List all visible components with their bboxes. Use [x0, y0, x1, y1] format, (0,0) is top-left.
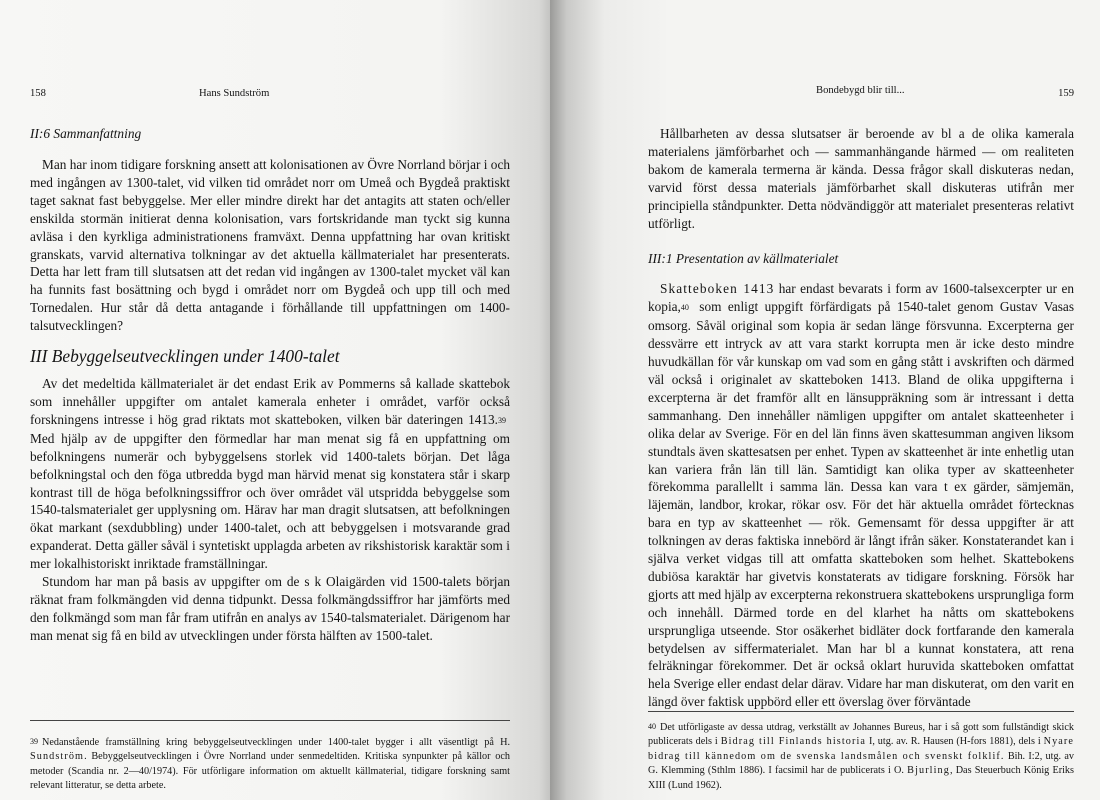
footnotes-left [30, 720, 510, 800]
section-heading-presentation: III:1 Presentation av källmaterialet [648, 251, 839, 267]
section-heading-summary: II:6 Sammanfattning [30, 126, 142, 141]
footnote-40 [648, 720, 1074, 793]
footnote-39-text-b: . Bebyggelseutvecklingen i Övre Norrland under senmedeltiden. Kritiska synpunkter på källor och metoder (Scandia nr. 2—40/1974). För utförligare information om aktuellt källmaterial, tidigare forskning samt relevant litteratur, se detta arbete. [30, 751, 510, 792]
paragraph-skattebok-text-b: Med hjälp av de uppgifter den förmedlar har man menat sig få en uppfattning om befolkningens numerär och bybyggelsens storlek vid 1400-talets början. Det låga befolkningstal och den föga utbredda bygd man härvid menat sig konstatera står i skarp kontrast till de höga befolkningssiffror och över området väl utspridda bebyggelse som 1540-talsmaterialet ger upplysning om. Härav har man dragit slutsatsen, att befolkningen ökat markant (sexdubbling) under 1400-talet, och att bebyggelsen i motsvarande grad expanderat. Detta gäller såväl i syntetiskt upplagda arbeten av rikshistorisk karaktär som i mer lokalhistoriskt inriktade framställningar. [30, 430, 510, 572]
footnote-39-text-a: Nedanstående framställning kring bebyggelseutvecklingen under 1400-talet bygger i allt väsentligt på H. [42, 737, 510, 748]
footnote-ref-39: 39 [498, 415, 506, 425]
paragraph-skatteboken-1413 [648, 280, 1074, 711]
footnote-40-number: 40 [648, 722, 656, 731]
page-number-right: 159 [1058, 88, 1074, 99]
footnote-40-text-a: Det utförligaste av dessa utdrag, verkställt av Johannes Bureus, har i så gott som fullständigt skick publicerats dels i [648, 722, 1074, 748]
summary-paragraph: Man har inom tidigare forskning ansett att kolonisationen av Övre Norrland börjar i och med ingången av 1300-talet, vid vilken tid området norr om Umeå och Bygdeå praktiskt taget saknat fast bebyggelse. Mer eller mindre direkt har det antagits att staten och/eller enskilda stormän initierat denna kolonisation, vars fortskridande man tyckt sig kunna avläsa i den kyrkliga administrationens framväxt. Denna uppfattning har ovan kritiskt granskats, varvid alternativa tolkningar av det aktuella källmaterialet har presenterats. Detta har lett fram till slutsatsen att det redan vid ingången av 1300-talet mycket väl kan ha funnits fast bosättning och bygd i området norr om Bygdeå och upp till och med Tornedalen. Hur står då detta antagande i förhållande till uppfattningen om 1400-talsutvecklingen? [30, 157, 510, 334]
page-number-left: 158 [30, 88, 46, 99]
footnote-40-text-c: Bih. I:2, utg. av G. Klemming (Sthlm 1886). I facsimil har de publicerats i O. [648, 750, 1075, 777]
paragraph-text-b: som enligt uppgift förfärdigats på 1540-talet genom Gustav Vasas omsorg. Såväl original som kopia är sedan länge försvunna. Excerpterna ger dessvärre ett intryck av att vara starkt korrupta men är icke desto mindre huvudkällan för vår kunskap om vad som en gång stått i avskriften och därmed väl också i originalet av skatteboken 1413. Bland de olika uppgifterna i excerpterna är det framför allt en länsuppräkning som är intressant i detta sammanhang. Den innehåller nämligen uppgifter om antalet skatteenheter i olika delar av Sverige. För en del län finns även skattesumman angiven liksom stundtals även skattesatsen per enhet. Typen av skatteenhet är inte enhetlig utan kan variera från län till län. Samtidigt kan olika typer av skatteenheter förekomma parallellt i samma län. Dessa kan vara t ex gärder, sämjemän, läjemän, landbor, krokar, rökar osv. För det här aktuella området förtecknas bara en typ av skatteenhet — rök. Gemensamt för dessa uppgifter är att tolkningen av deras faktiska innebörd är långt ifrån säker. Konstaterandet kan i själva verket vidgas till att omfatta skatteboken som helhet. Skattebokens dubiösa karaktär har givetvis konstaterats av tidigare forskning. Försök har gjorts att med hjälp av excerpterna rekonstruera skattebokens ursprungliga form och innehåll. Därmed torde en del klarhet ha nåtts om skattebokens ursprungliga utseende. Stor osäkerhet bidläter dock fortfarande den kamerala betydelsen av siffermaterialet. Man har bl a kunnat konstatera, att rena felräkningar förekommer. Det är också oklart huruvida skatteboken omfattat hela Sverige eller endast delar därav. Vidare har man diskuterat, om den varit en längd över faktisk uppbörd eller ett överslag över förväntade [648, 299, 1075, 710]
footnote-40-title-1: Bidrag till Finlands historia [720, 736, 867, 748]
paragraph-skattebok [30, 375, 510, 573]
running-head-title: Bondebygd blir till... [816, 85, 905, 96]
footnote-39-number: 39 [30, 737, 38, 746]
footnote-40-text-d: , Das Steuerbuch König Eriks XIII (Lund 1962). [648, 765, 1074, 791]
footnotes-right [648, 711, 1074, 800]
right-page [550, 0, 1100, 800]
paragraph-lead-term: Skatteboken 1413 [660, 281, 775, 297]
paragraph-olaigarden: Stundom har man på basis av uppgifter om de s k Olaigärden vid 1500-talets början räknat fram folkmängden vid denna tidpunkt. Dessa folkmängdssiffror har jämförts med den folkmängd som man får fram utifrån en analys av 1540-talsmaterialet. Därigenom har man menat sig få en bild av utvecklingen under första hälften av 1500-talet. [30, 574, 510, 643]
running-head-right [648, 85, 1074, 106]
footnote-39 [30, 735, 510, 794]
paragraph-text-a: har endast bevarats i form av 1600-talsexcerpter ur en kopia, [648, 281, 1074, 315]
chapter-heading: III Bebyggelseutvecklingen under 1400-talet [30, 346, 340, 367]
footnote-39-author: Sundström [30, 751, 85, 763]
footnote-40-author: Bjurling [907, 765, 950, 777]
footnote-40-title-2: Nyare bidrag till kännedom om de svenska landsmålen och svenskt folklif. [648, 736, 1074, 762]
paragraph-skattebok-text-a: Av det medeltida källmaterialet är det endast Erik av Pommerns så kallade skattebok som innehåller uppgifter om antalet kamerala enheter i området, varför också forskningens intresse i hög grad riktats mot skatteboken, vilken bär dateringen 1413. [30, 376, 510, 427]
footnote-40-text-b: I, utg. av. R. Hausen (H-fors 1881), dels i [866, 736, 1044, 748]
intro-paragraph: Hållbarheten av dessa slutsatser är beroende av bl a de olika kamerala materialens jämförbarhet och — sammanhängande härmed — om realiteten bakom de kamerala termerna är kända. Dessa frågor skall diskuteras nedan, varvid först dessa materials jämförbarhet skall diskuteras utifrån mer principiella ståndpunkter. Detta nödvändiggör att materialet presenteras relativt utförligt. [648, 126, 1074, 231]
running-head-left [30, 88, 510, 106]
footnote-ref-40: 40 [680, 303, 689, 313]
running-head-author: Hans Sundström [199, 88, 270, 99]
